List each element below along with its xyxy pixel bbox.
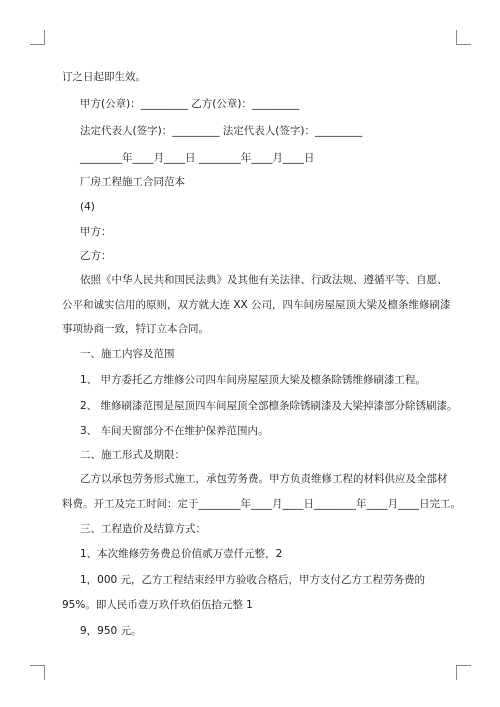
crop-mark-bottom-left <box>30 665 45 680</box>
crop-mark-top-left <box>30 30 45 45</box>
crop-mark-bottom-right <box>456 665 471 680</box>
crop-mark-top-right <box>456 30 471 45</box>
document-page: 订之日起即生效。 甲方(公章)：_________ 乙方(公章)：_________ 法定代表人(签字)：_________ 法定代表人(签字)：_________ ________年____月____日 ________年____月____日 厂房工程施工合同范本 (4) 甲方： 乙方： 依照《中华人民共和国民法典》及其他有关法律、行政法规、遵循平等、自愿、 公平和诚实信用的原则，双方就大连 XX 公司，四车间房屋屋顶大梁及檩条维修刷漆 事项协商一致，特订立本合同。 一、施工内容及范围 1、 甲方委托乙方维修公司四车间房屋屋顶大梁及檩条除锈维修刷漆工程。 2、 维修刷漆范围是屋顶四车间屋顶全部檩条除锈刷漆及大梁掉漆部分除锈刷漆。 3、 车间天窗部分不在维护保养范围内。 二、施工形式及期限： 乙方以承包劳务形式施工，承包劳务费。甲方负责维修工程的材料供应及全部材 料费。开工及完工时间：定于________年____月____日________年____月____日完工。 三、工程造价及结算方式： 1、本次维修劳务费总价值贰万壹仟元整，2 1，000 元，乙方工程结束经甲方验收合格后，甲方支付乙方工程劳务费的 95%。即人民币壹万玖仟玖佰伍拾元整 1 9，950 元。 <box>0 0 500 707</box>
